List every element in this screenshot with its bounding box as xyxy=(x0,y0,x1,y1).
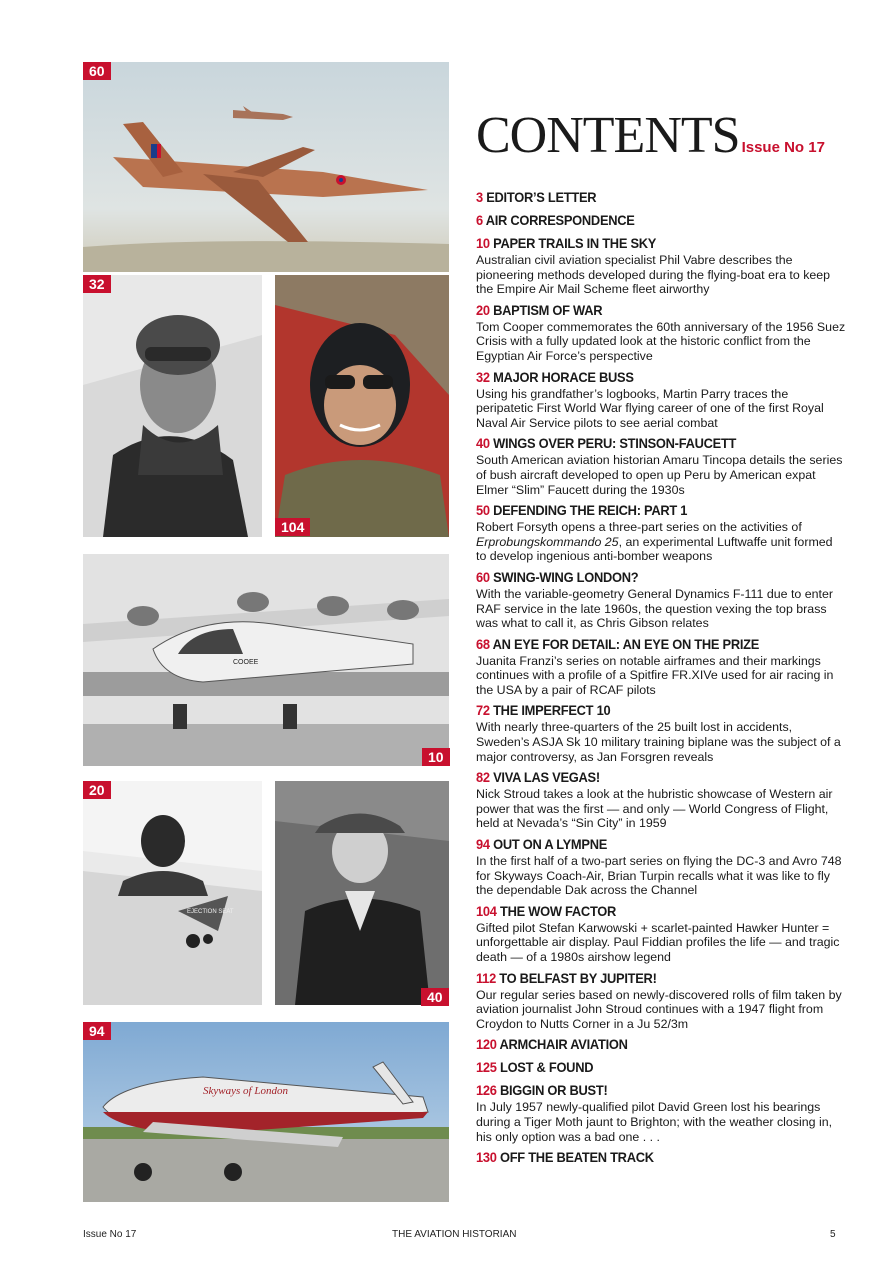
page-number: 82 xyxy=(476,769,490,786)
contents-entry[interactable] xyxy=(476,635,846,698)
contents-entry[interactable] xyxy=(476,835,846,898)
contents-entry[interactable] xyxy=(476,701,846,764)
contents-entry[interactable] xyxy=(476,1058,846,1077)
article-summary: Gifted pilot Stefan Karwowski + scarlet-painted Hawker Hunter = unforgettable air display. Paul Fiddian profiles the life — and tragic death — of a 1980s airshow legend xyxy=(476,920,840,964)
contents-entry[interactable] xyxy=(476,1148,846,1167)
article-title: BAPTISM OF WAR xyxy=(493,301,603,318)
article-title: DEFENDING THE REICH: PART 1 xyxy=(493,502,688,519)
contents-entry[interactable] xyxy=(476,768,846,831)
contents-entry[interactable] xyxy=(476,301,846,364)
footer-page-number: 5 xyxy=(830,1229,836,1240)
summary-text: Robert Forsyth opens a three-part series on the activities of xyxy=(476,520,802,535)
contents-entry[interactable] xyxy=(476,969,846,1032)
footer-issue: Issue No 17 xyxy=(83,1229,137,1240)
contents-list xyxy=(476,188,846,1171)
photo-swing-wing-jet xyxy=(83,62,449,272)
summary-italic: Erprobungskommando 25 xyxy=(476,534,619,549)
page-number: 60 xyxy=(476,568,490,585)
photo-pilot-sunglasses xyxy=(275,275,449,537)
footer-magazine-name: THE AVIATION HISTORIAN xyxy=(392,1229,517,1240)
contents-entry[interactable] xyxy=(476,211,846,230)
article-summary: With nearly three-quarters of the 25 built lost in accidents, Sweden’s ASJA Sk 10 military training biplane was the subject of a major controversy, as Jan Forsgren reveals xyxy=(476,720,841,764)
page-number: 3 xyxy=(476,189,483,205)
article-summary: Nick Stroud takes a look at the hubristic showcase of Western air power that was the first — and only — World Congress of Flight, held at Nevada’s “Sin City” in 1959 xyxy=(476,787,833,831)
page-number: 20 xyxy=(476,301,490,318)
photo-man-in-hat xyxy=(275,781,449,1005)
article-title: ARMCHAIR AVIATION xyxy=(499,1036,628,1053)
photo-dc3-skyways xyxy=(83,1022,449,1202)
article-summary: Our regular series based on newly-discovered rolls of film taken by aviation journalist John Stroud continues with a 1947 flight from Croydon to Nutts Corner in a Ju 52/3m xyxy=(476,987,842,1031)
article-summary xyxy=(476,520,846,564)
page-number: 94 xyxy=(476,836,490,853)
photo-label: 20 xyxy=(83,781,111,799)
article-title: BIGGIN OR BUST! xyxy=(499,1082,608,1099)
panel-text: EJECTION SEAT xyxy=(187,909,234,915)
article-title: MAJOR HORACE BUSS xyxy=(493,368,634,385)
article-title: OFF THE BEATEN TRACK xyxy=(499,1149,654,1166)
page-number: 112 xyxy=(476,969,496,986)
photo-flying-boat xyxy=(83,554,449,766)
page-number: 130 xyxy=(476,1149,497,1166)
article-summary: Juanita Franzi’s series on notable airframes and their markings continues with a profile of a Spitfire FR.XIVe used for air racing in the USA by a pair of RCAF pilots xyxy=(476,653,834,697)
page-number: 72 xyxy=(476,702,490,719)
contents-entry[interactable] xyxy=(476,568,846,631)
page-number: 104 xyxy=(476,902,497,919)
contents-entry[interactable] xyxy=(476,434,846,497)
page-number: 32 xyxy=(476,368,490,385)
page-number: 120 xyxy=(476,1036,497,1053)
article-summary: Australian civil aviation specialist Phil Vabre describes the pioneering methods developed during the flying-boat era to keep the Empire Air Mail Scheme fleet airworthy xyxy=(476,253,831,297)
article-summary: Tom Cooper commemorates the 60th anniversary of the 1956 Suez Crisis with a fully updated look at the historic conflict from the Egyptian Air Force’s perspective xyxy=(476,319,846,363)
contents-entry[interactable] xyxy=(476,1081,846,1144)
article-title: SWING-WING LONDON? xyxy=(493,568,639,585)
airline-script: Skyways of London xyxy=(203,1085,288,1097)
photo-label: 32 xyxy=(83,275,111,293)
article-title: WINGS OVER PERU: STINSON-FAUCETT xyxy=(493,435,737,452)
page-number: 6 xyxy=(476,212,483,228)
photo-pilot-cockpit xyxy=(83,781,262,1005)
page-number: 10 xyxy=(476,235,490,251)
article-title: VIVA LAS VEGAS! xyxy=(493,769,600,786)
photo-label: 104 xyxy=(275,518,310,536)
photo-pilot-leather-helmet xyxy=(83,275,262,537)
article-summary: South American aviation historian Amaru Tincopa details the series of bush aircraft developed to open up Peru by American expat Elmer “Slim” Faucett during the 1930s xyxy=(476,453,843,497)
article-title: THE IMPERFECT 10 xyxy=(493,702,611,719)
contents-entry[interactable] xyxy=(476,188,846,207)
article-summary: In the first half of a two-part series on flying the DC-3 and Avro 748 for Skyways Coach-Air, Brian Turpin recalls what it was like to fly the dependable Dak across the Channel xyxy=(476,854,842,898)
contents-heading xyxy=(476,107,876,165)
article-summary: In July 1957 newly-qualified pilot David Green lost his bearings during a Tiger Moth jaunt to Brighton; with the weather closing in, his only option was a bad one . . . xyxy=(476,1100,833,1144)
contents-entry[interactable] xyxy=(476,234,846,297)
article-title: AN EYE FOR DETAIL: AN EYE ON THE PRIZE xyxy=(492,635,760,652)
page-number: 68 xyxy=(476,635,490,652)
article-title: AIR CORRESPONDENCE xyxy=(485,212,635,228)
article-title: OUT ON A LYMPNE xyxy=(493,836,608,853)
article-summary: With the variable-geometry General Dynamics F-111 due to enter RAF service in the late 1960s, the question vexing the top brass was what to call it, as Chris Gibson relates xyxy=(476,586,833,631)
flying-boat-name: COOEE xyxy=(233,659,259,666)
article-title: THE WOW FACTOR xyxy=(499,902,617,919)
photo-label: 60 xyxy=(83,62,111,80)
photo-label: 10 xyxy=(422,748,450,766)
contents-entry[interactable] xyxy=(476,1035,846,1054)
contents-entry[interactable] xyxy=(476,902,846,965)
article-title: LOST & FOUND xyxy=(499,1059,594,1076)
article-summary: Using his grandfather’s logbooks, Martin Parry traces the peripatetic First World War flying career of one of the first Royal Naval Air Service pilots to see aerial combat xyxy=(476,386,824,430)
summary-text: , an experimental Luftwaffe unit formed to develop ingenious anti-bomber weapons xyxy=(476,534,833,564)
article-title: TO BELFAST BY JUPITER! xyxy=(499,969,657,986)
photo-label: 94 xyxy=(83,1022,111,1040)
article-title: EDITOR’S LETTER xyxy=(486,189,597,205)
article-title: PAPER TRAILS IN THE SKY xyxy=(493,235,657,251)
page-number: 125 xyxy=(476,1059,497,1076)
page-number: 50 xyxy=(476,502,490,519)
photo-label: 40 xyxy=(421,988,449,1006)
page-title: CONTENTS xyxy=(476,107,740,164)
issue-number: Issue No 17 xyxy=(741,139,825,156)
page-number: 126 xyxy=(476,1082,497,1099)
page-number: 40 xyxy=(476,435,490,452)
contents-entry[interactable] xyxy=(476,501,846,564)
contents-entry[interactable] xyxy=(476,368,846,431)
